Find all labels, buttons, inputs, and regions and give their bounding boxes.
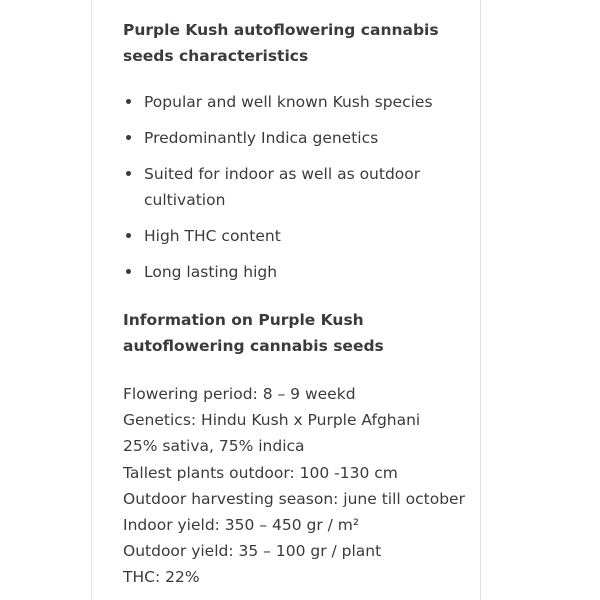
list-item	[123, 125, 473, 151]
list-item	[123, 89, 473, 115]
spec-genetics: Genetics: Hindu Kush x Purple Afghani	[123, 411, 421, 430]
list-item	[123, 161, 473, 213]
characteristics-list	[123, 89, 473, 285]
list-item-text: Popular and well known Kush species	[144, 93, 433, 111]
list-item-text: Long lasting high	[144, 263, 278, 281]
list-item-text: High THC content	[144, 227, 281, 245]
spec-indoor-yield: Indoor yield: 350 – 450 gr / m²	[123, 516, 360, 535]
list-item	[123, 259, 473, 285]
spec-sativa-indica-ratio: 25% sativa, 75% indica	[123, 437, 305, 456]
bullet-icon	[126, 269, 131, 274]
spec-plant-height: Tallest plants outdoor: 100 -130 cm	[123, 463, 398, 482]
bullet-icon	[126, 99, 131, 104]
information-heading: Information on Purple Kush autoflowering cannabis seeds	[123, 311, 384, 355]
specs-block	[123, 381, 473, 591]
spec-flowering-period: Flowering period: 8 – 9 weekd	[123, 385, 356, 403]
spec-outdoor-yield: Outdoor yield: 35 – 100 gr / plant	[123, 542, 382, 561]
bullet-icon	[126, 171, 131, 176]
characteristics-heading: Purple Kush autoflowering cannabis seeds characteristics	[123, 21, 439, 65]
product-description	[123, 17, 473, 591]
list-item-text: Suited for indoor as well as outdoor cultivation	[144, 165, 421, 209]
list-item	[123, 223, 473, 249]
bullet-icon	[126, 233, 131, 238]
bullet-icon	[126, 135, 131, 140]
spec-harvest-season: Outdoor harvesting season: june till october	[123, 489, 465, 508]
spec-thc: THC: 22%	[123, 568, 200, 587]
list-item-text: Predominantly Indica genetics	[144, 129, 379, 147]
